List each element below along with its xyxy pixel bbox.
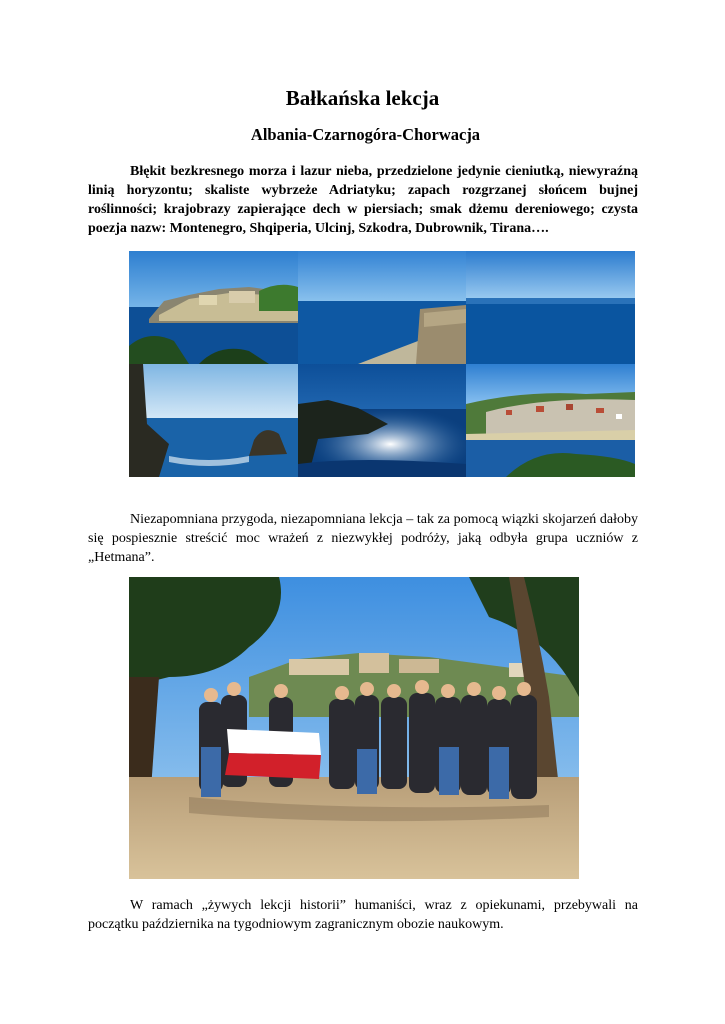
closing-text: W ramach „żywych lekcji historii” humaniści, wraz z opiekunami, przebywali na początku października na tygodniowym zagranicznym obozie naukowym.: [88, 898, 638, 932]
collage-photo-fortress: [129, 251, 298, 364]
collage-photo-sunlit-sea: [298, 364, 466, 477]
collage-photo-coastal-town: [466, 364, 635, 477]
intro-paragraph: [88, 162, 638, 238]
trip-summary-text: Niezapomniana przygoda, niezapomniana lekcja – tak za pomocą wiązki skojarzeń dałoby się pospiesznie streścić moc wrażeń z niezwykłej podróży, jaką odbyła grupa uczniów z „Hetmana”.: [88, 512, 638, 565]
collage-photo-open-sea: [466, 251, 635, 364]
collage-photo-rocks: [129, 364, 298, 477]
document-subtitle: Albania-Czarnogóra-Chorwacja: [250, 125, 481, 144]
intro-text: Błękit bezkresnego morza i lazur nieba, przedzielone jedynie cieniutką, niewyraźną linią horyzontu; skaliste wybrzeże Adriatyku; zapach rozgrzanej słońcem bujnej roślinności; krajobrazy zapierające dech w piersiach; smak dżemu dereniowego; czysta poezja nazw: Montenegro, Shqiperia, Ulcinj, Szkodra, Dubrownik, Tirana….: [88, 164, 638, 236]
closing-paragraph: [88, 896, 638, 934]
document-title: Bałkańska lekcja: [285, 86, 440, 110]
group-photo: [129, 577, 579, 879]
coastal-photo-collage: [129, 251, 635, 477]
collage-photo-sea-wall: [298, 251, 466, 364]
trip-summary-paragraph: [88, 510, 638, 567]
